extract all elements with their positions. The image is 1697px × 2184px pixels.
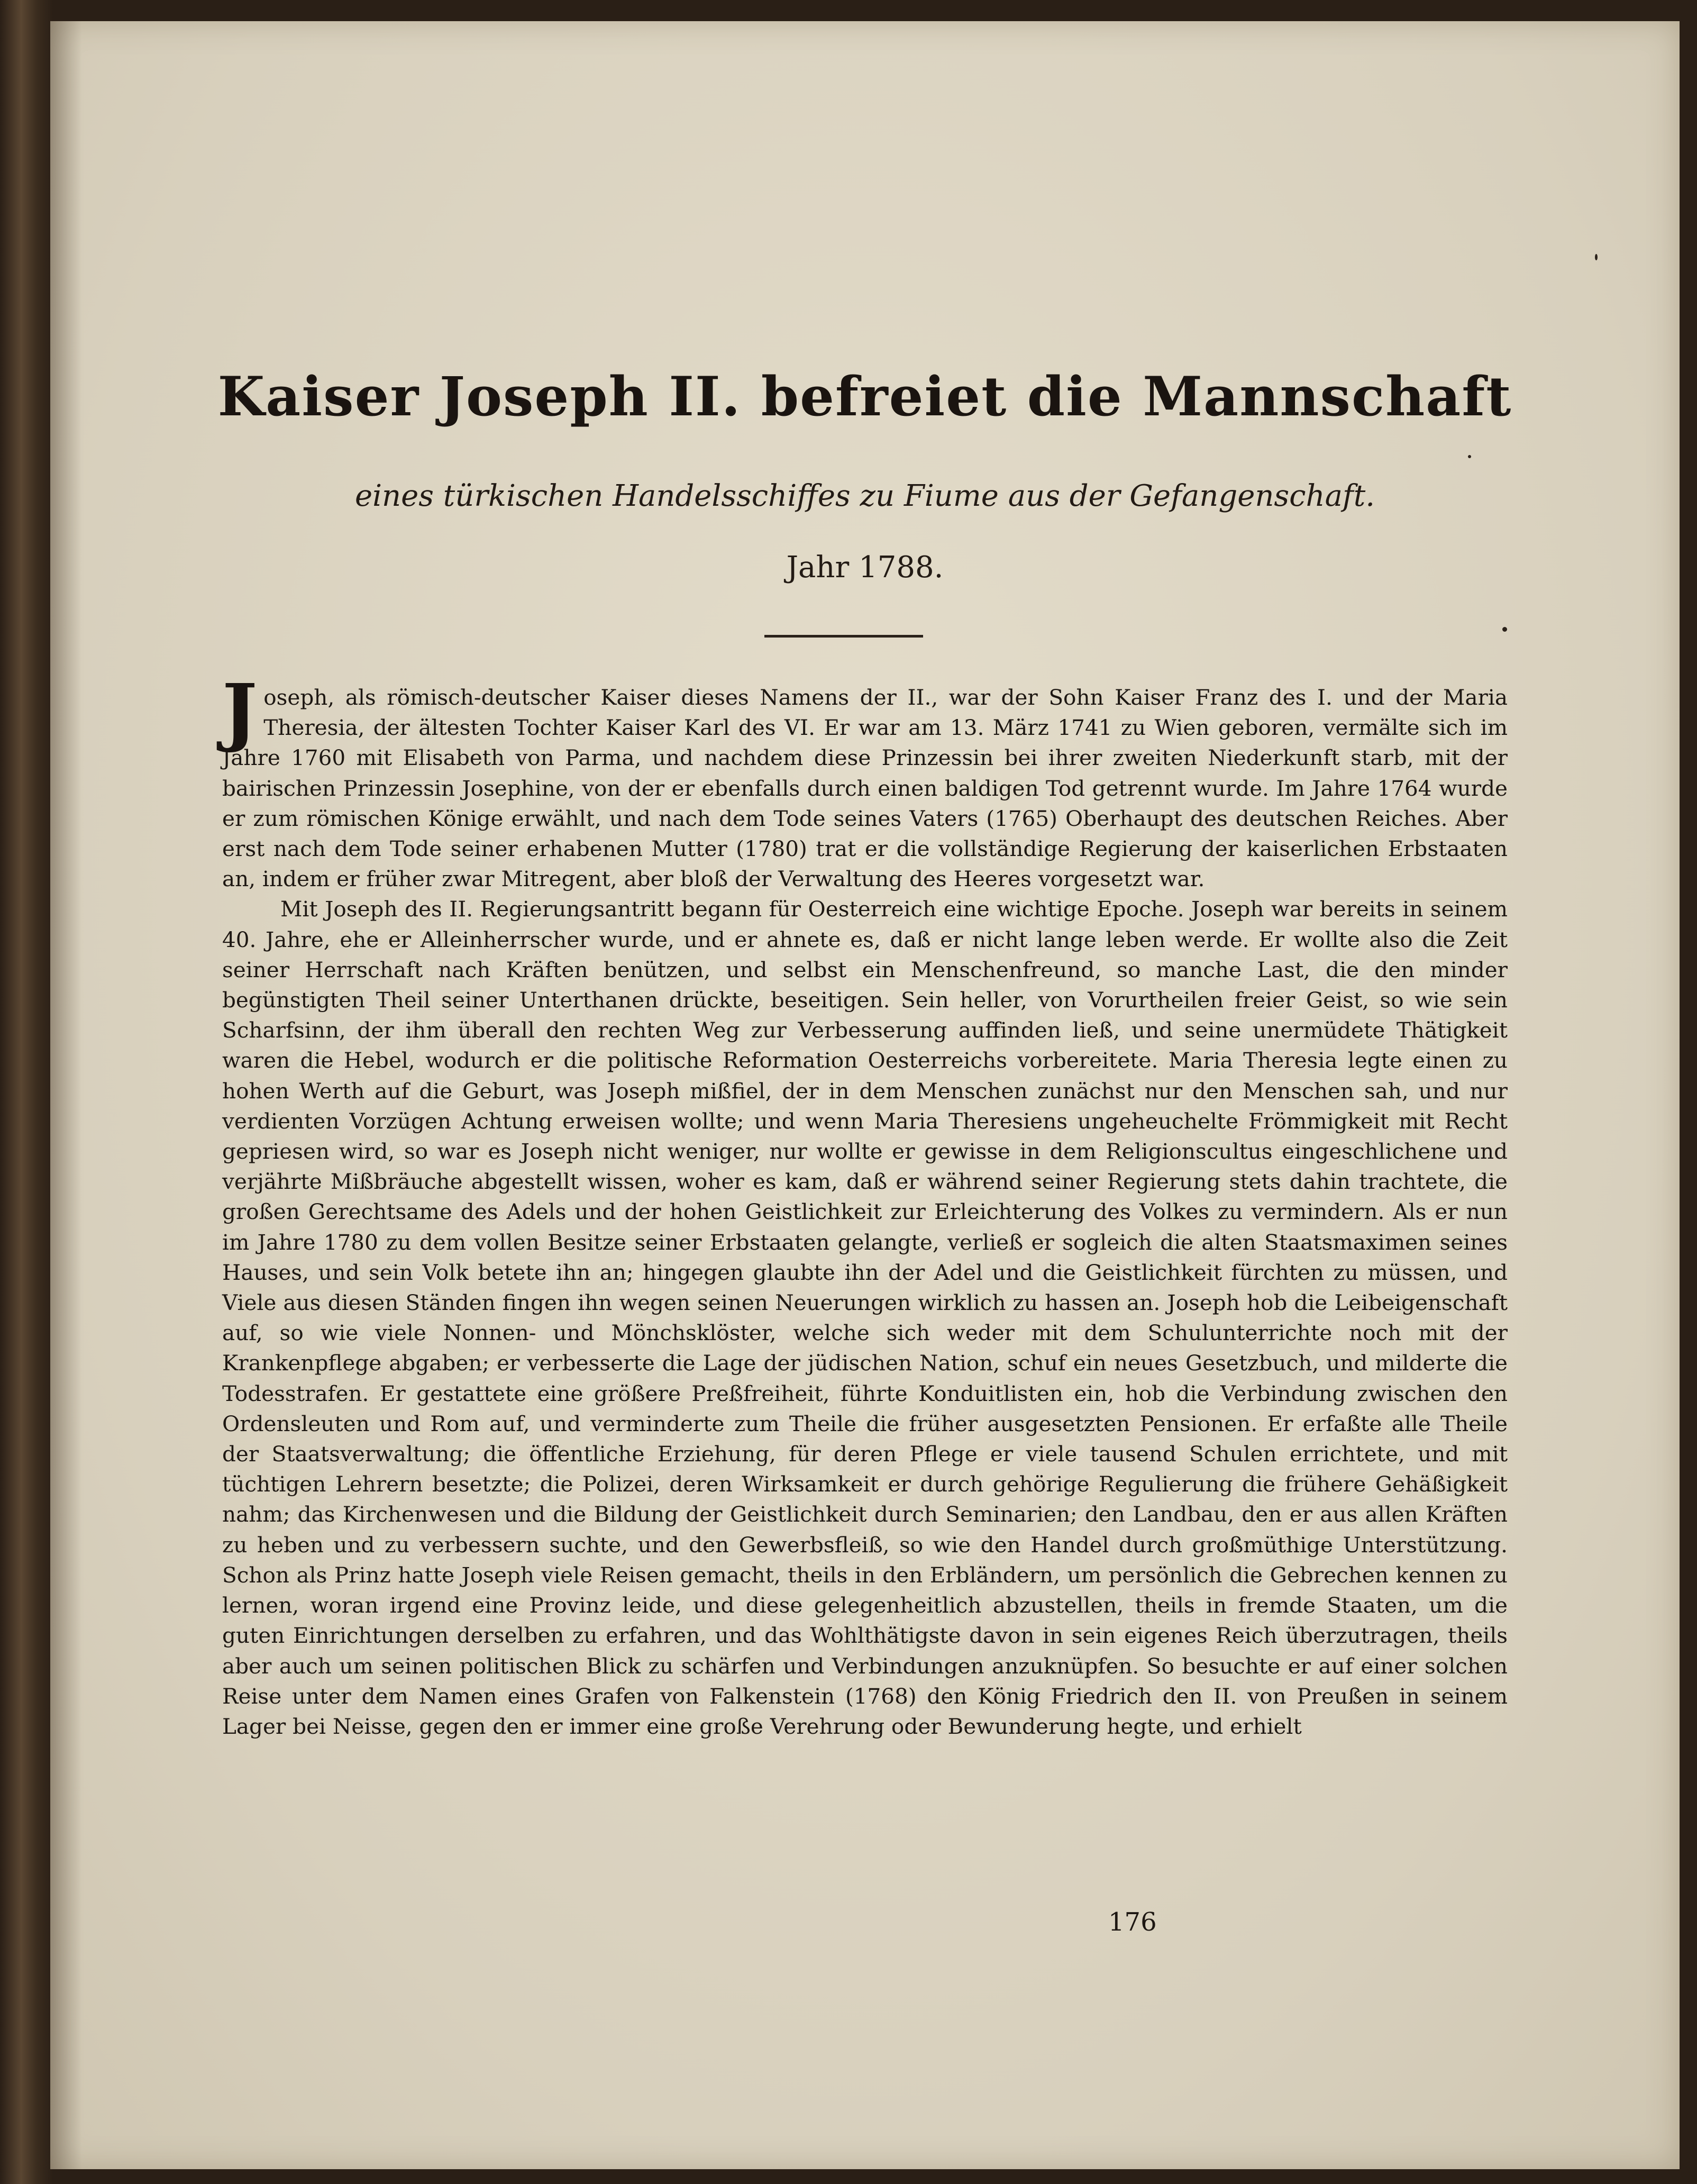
paragraph-1 <box>222 668 1508 894</box>
divider-rule <box>764 635 923 638</box>
year-heading: Jahr 1788. <box>786 550 944 585</box>
paper-speck <box>1468 455 1471 458</box>
page-title: Kaiser Joseph II. befreiet die Mannschaft <box>217 365 1512 429</box>
paper-speck <box>1502 627 1507 632</box>
book-page <box>50 21 1680 2169</box>
drop-cap: J <box>222 668 258 755</box>
body-text <box>222 668 1508 1742</box>
page-subtitle: eines türkischen Handelsschiffes zu Fiume aus der Gefangenschaft. <box>354 479 1375 513</box>
paragraph-2: Mit Joseph des II. Regierungsantritt begann für Oesterreich eine wichtige Epoche. Joseph war bereits in seinem 40. Jahre, ehe er Alleinherrscher wurde, und er ahnete es, daß er nicht lange leben werde. Er wollte also die Zeit seiner Herrschaft nach Kräften benützen, und selbst ein Menschenfreund, so manche Last, die den minder begünstigten Theil seiner Unterthanen drückte, beseitigen. Sein heller, von Vorurtheilen freier Geist, so wie sein Scharfsinn, der ihm überall den rechten Weg zur Verbesserung auffinden ließ, und seine unermüdete Thätigkeit waren die Hebel, wodurch er die politische Reformation Oesterreichs vorbereitete. Maria Theresia legte einen zu hohen Werth auf die Geburt, was Joseph mißfiel, der in dem Menschen zunächst nur den Menschen sah, und nur verdienten Vorzügen Achtung erweisen wollte; und wenn Maria Theresiens ungeheuchelte Frömmigkeit mit Recht gepriesen wird, so war es Joseph nicht weniger, nur wollte er gewisse in dem Religionscultus eingeschlichene und verjährte Mißbräuche abgestellt wissen, woher es kam, daß er während seiner Regierung stets dahin trachtete, die großen Gerechtsame des Adels und der hohen Geistlichkeit zur Erleichterung des Volkes zu vermindern. Als er nun im Jahre 1780 zu dem vollen Besitze seiner Erbstaaten gelangte, verließ er sogleich die alten Staatsmaximen seines Hauses, und sein Volk betete ihn an; hingegen glaubte ihn der Adel und die Geistlichkeit fürchten zu müssen, und Viele aus diesen Ständen fingen ihn wegen seinen Neuerungen wirklich zu hassen an. Joseph hob die Leibeigenschaft auf, so wie viele Nonnen- und Mönchsklöster, welche sich weder mit dem Schulunterrichte noch mit der Krankenpflege abgaben; er verbesserte die Lage der jüdischen Nation, schuf ein neues Gesetzbuch, und milderte die Todesstrafen. Er gestattete eine größere Preßfreiheit, führte Konduitlisten ein, hob die Verbindung zwischen den Ordensleuten und Rom auf, und verminderte zum Theile die früher ausgesetzten Pensionen. Er erfaßte alle Theile der Staatsverwaltung; die öffentliche Erziehung, für deren Pflege er viele tausend Schulen errichtete, und mit tüchtigen Lehrern besetzte; die Polizei, deren Wirksamkeit er durch gehörige Regulierung die frühere Gehäßigkeit nahm; das Kirchenwesen und die Bildung der Geistlichkeit durch Seminarien; den Landbau, den er aus allen Kräften zu heben und zu verbessern suchte, und den Gewerbsfleiß, so wie den Handel durch großmüthige Unterstützung. Schon als Prinz hatte Joseph viele Reisen gemacht, theils in den Erbländern, um persönlich die Gebrechen kennen zu lernen, woran irgend eine Provinz leide, und diese gelegenheitlich abzustellen, theils in fremde Staaten, um die guten Einrichtungen derselben zu erfahren, und das Wohlthätigste davon in sein eigenes Reich überzutragen, theils aber auch um seinen politischen Blick zu schärfen und Verbindungen anzuknüpfen. So besuchte er auf einer solchen Reise unter dem Namen eines Grafen von Falkenstein (1768) den König Friedrich den II. von Preußen in seinem Lager bei Neisse, gegen den er immer eine große Verehrung oder Bewunderung hegte, und erhielt <box>222 896 1508 1739</box>
paragraph-1-text: oseph, als römisch-deutscher Kaiser dieses Namens der II., war der Sohn Kaiser Franz des I. und der Maria Theresia, der ältesten Tochter Kaiser Karl des VI. Er war am 13. März 1741 zu Wien geboren, vermälte sich im Jahre 1760 mit Elisabeth von Parma, und nachdem diese Prinzessin bei ihrer zweiten Niederkunft starb, mit der bairischen Prinzessin Josephine, von der er ebenfalls durch einen baldigen Tod getrennt wurde. Im Jahre 1764 wurde er zum römischen Könige erwählt, und nach dem Tode seines Vaters (1765) Oberhaupt des deutschen Reiches. Aber erst nach dem Tode seiner erhabenen Mutter (1780) trat er die vollständige Regierung der kaiserlichen Erbstaaten an, indem er früher zwar Mitregent, aber bloß der Verwaltung des Heeres vorgesetzt war. <box>222 685 1508 892</box>
page-gutter <box>50 21 82 2169</box>
page-number: 176 <box>1108 1907 1157 1937</box>
paper-speck <box>1595 254 1598 260</box>
